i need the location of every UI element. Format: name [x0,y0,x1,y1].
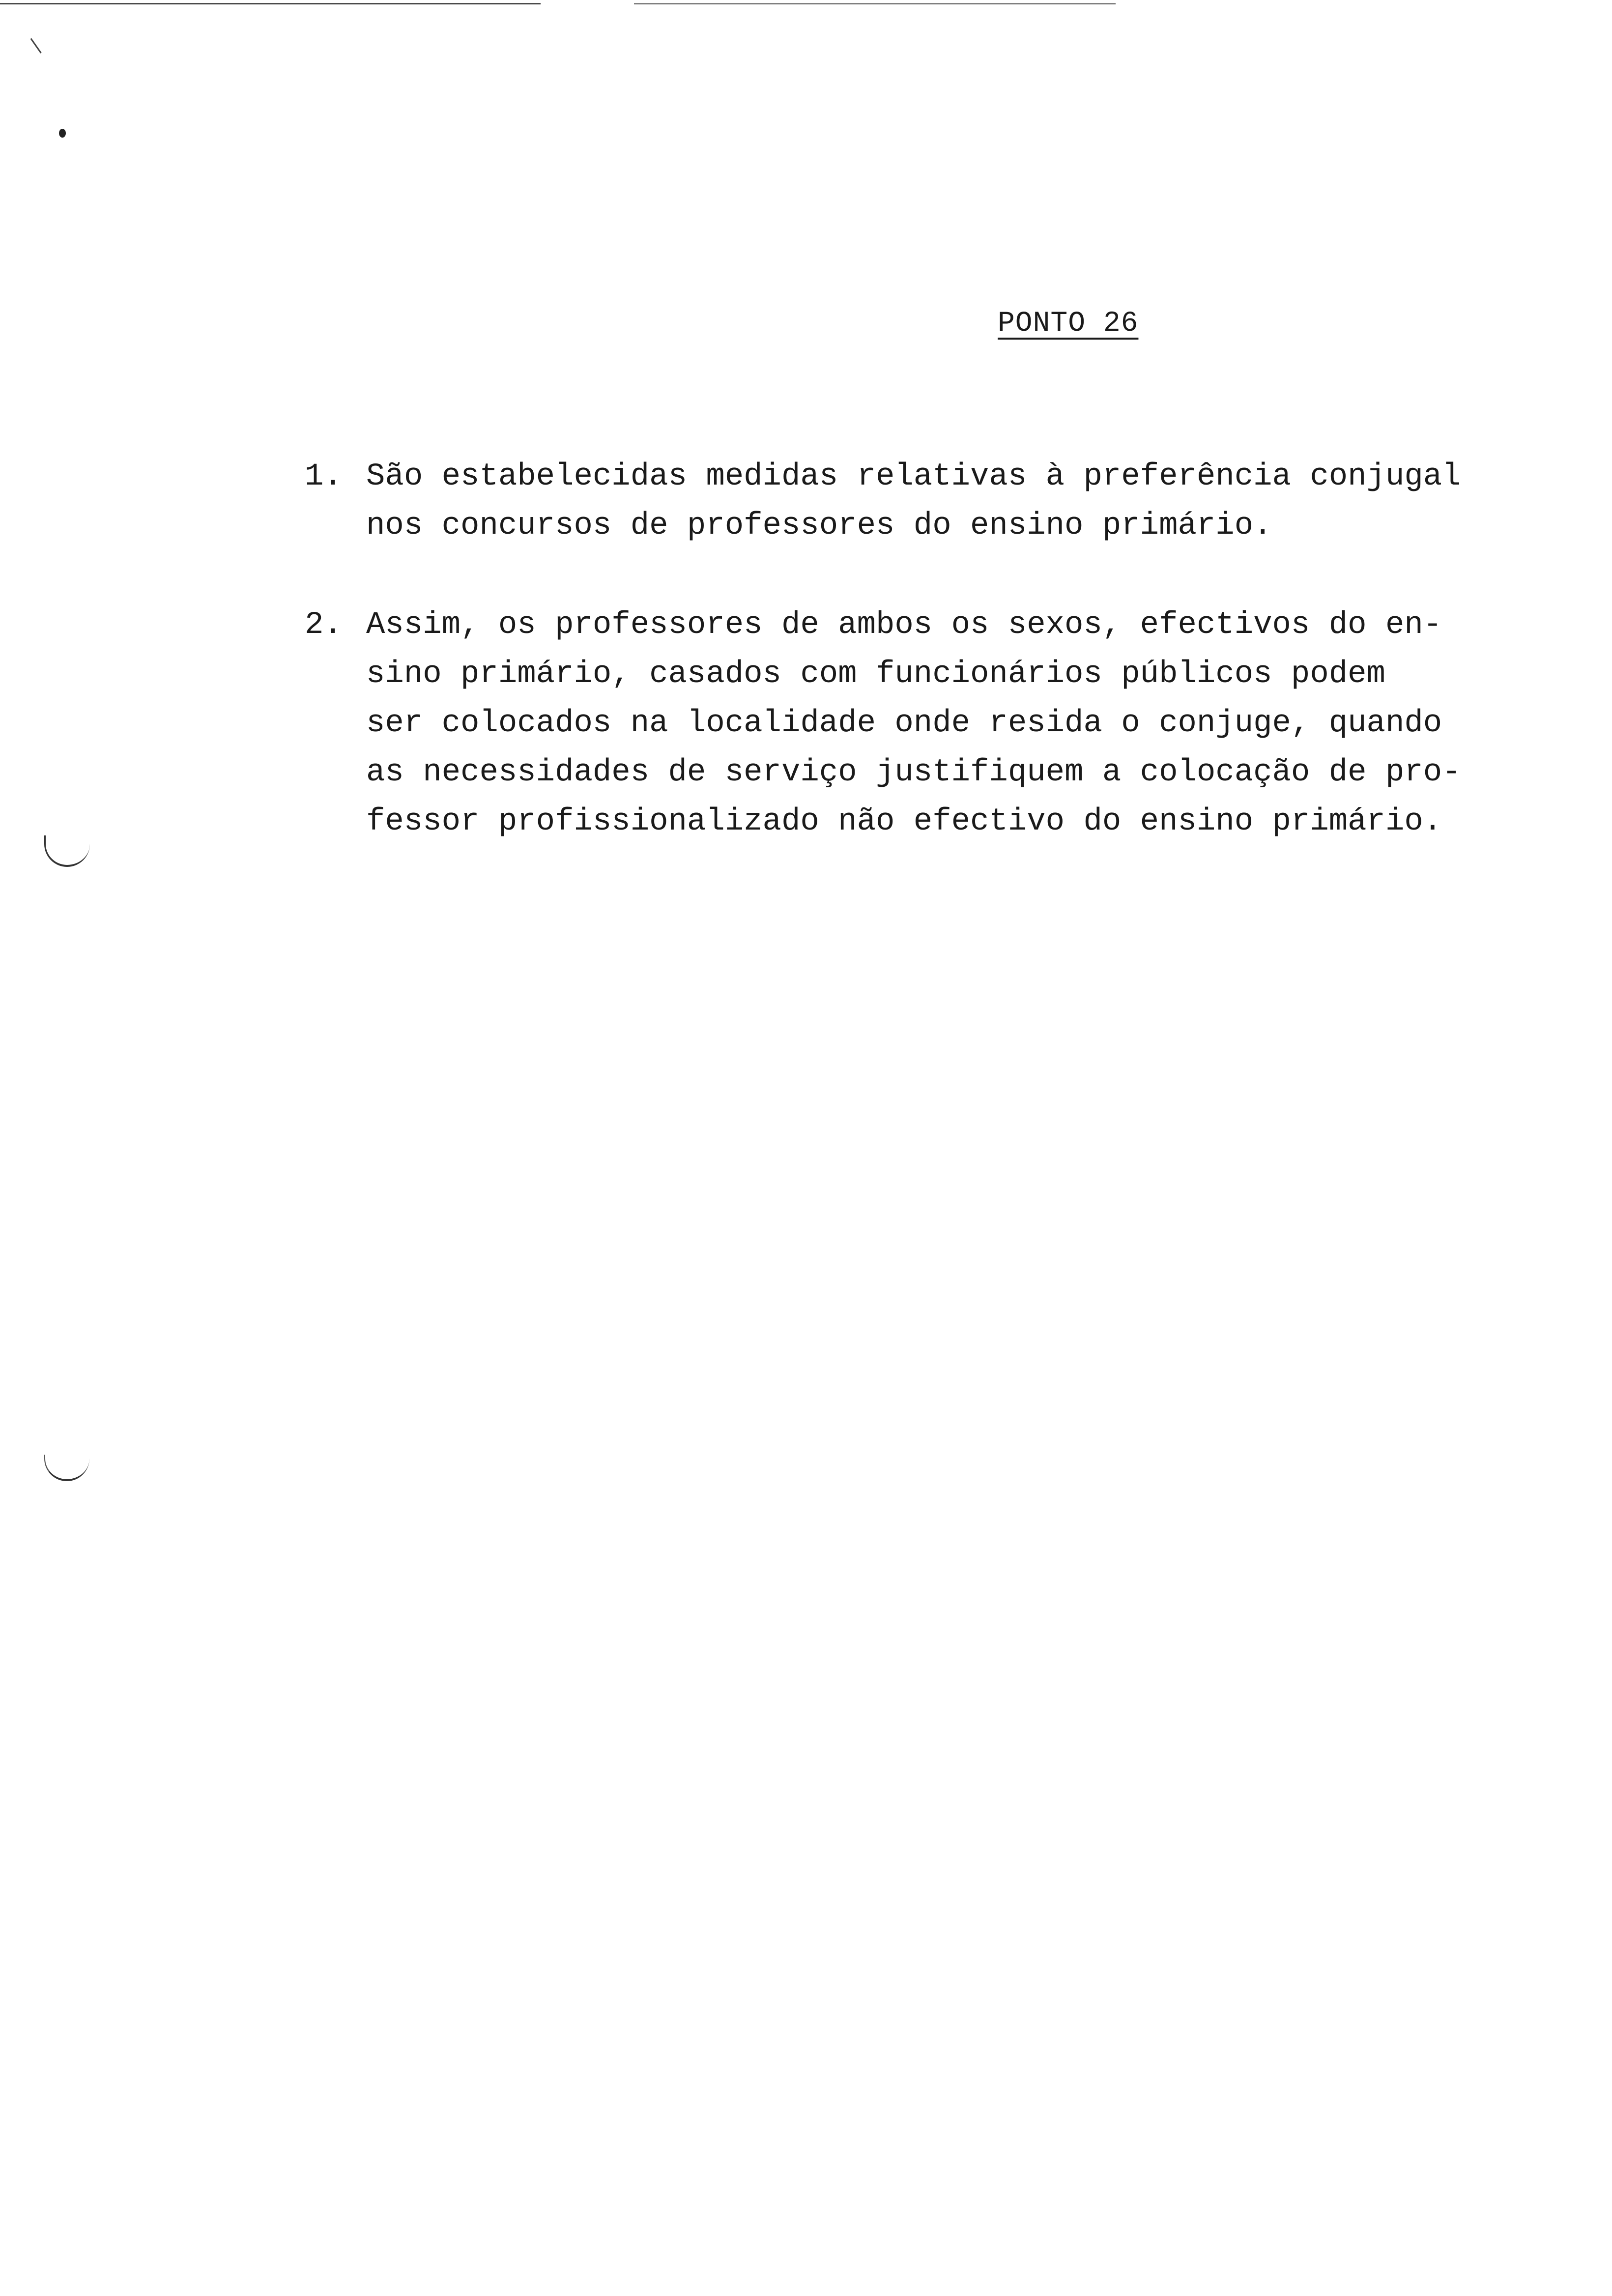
item-text [366,452,1461,550]
scan-edge-line [634,3,1116,4]
item-text [366,601,1461,846]
scan-arc-icon [44,835,90,867]
scan-edge-line [0,3,541,4]
text-line: sino primário, casados com funcionários públicos podem [366,657,1385,692]
text-line: nos concursos de professores do ensino primário. [366,508,1272,544]
page-title: PONTO 26 [998,308,1139,340]
item-number: 2. [305,607,343,643]
scan-arc-icon [44,1455,89,1481]
text-line: São estabelecidas medidas relativas à preferência conjugal [366,459,1461,494]
text-line: fessor profissionalizado não efectivo do ensino primário. [366,804,1442,839]
text-line: as necessidades de serviço justifiquem a colocação de pro- [366,755,1461,790]
text-line: Assim, os professores de ambos os sexos, efectivos do en- [366,607,1442,643]
text-line: ser colocados na localidade onde resida o conjuge, quando [366,706,1442,741]
punch-dot-icon [59,129,66,138]
item-number: 1. [305,459,343,494]
scan-mark-icon [30,33,49,54]
